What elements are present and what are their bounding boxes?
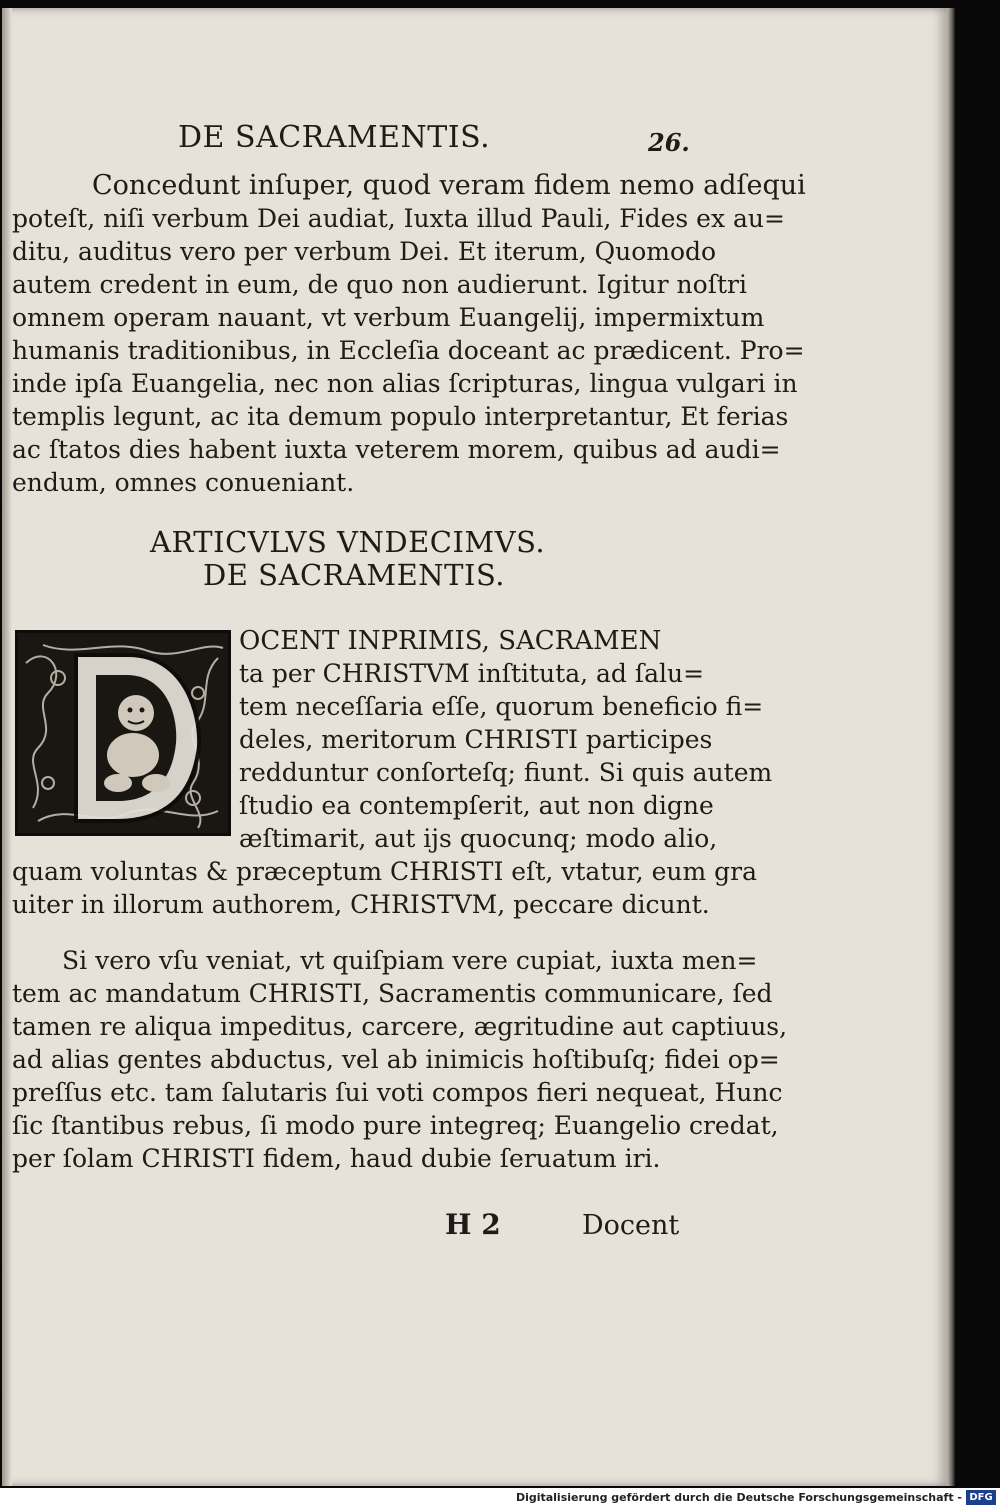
text-line: tem neceſſaria eſſe, quorum beneficio fi=	[239, 692, 764, 721]
running-head: DE SACRAMENTIS.	[178, 120, 491, 155]
text-line: poteſt, niſi verbum Dei audiat, Iuxta illud Pauli, Fides ex au=	[12, 204, 785, 233]
text-line: Si vero vſu veniat, vt quiſpiam vere cupiat, iuxta men=	[62, 946, 758, 975]
text-line: preſſus etc. tam ſalutaris ſui voti compos fieri nequeat, Hunc	[12, 1078, 783, 1107]
article-heading: ARTICVLVS VNDECIMVS.	[150, 525, 546, 559]
text-line: autem credent in eum, de quo non audierunt. Igitur noſtri	[12, 270, 747, 299]
text-line: OCENT INPRIMIS, SACRAMEN	[239, 626, 662, 656]
catchword: Docent	[582, 1210, 680, 1241]
text-line: tem ac mandatum CHRISTI, Sacramentis communicare, ſed	[12, 979, 773, 1008]
text-line: tamen re aliqua impeditus, carcere, ægritudine aut captiuus,	[12, 1012, 788, 1041]
page-edge	[947, 8, 955, 1486]
dfg-logo: DFG	[966, 1490, 996, 1505]
text-line: æſtimarit, aut ijs quocunq; modo alio,	[239, 824, 718, 853]
page-number: 26.	[648, 128, 690, 157]
text-line: ta per CHRISTVM inſtituta, ad ſalu=	[239, 659, 705, 688]
text-line: omnem operam nauant, vt verbum Euangelij, impermixtum	[12, 303, 765, 332]
text-line: endum, omnes conueniant.	[12, 468, 355, 497]
text-line: redduntur conſorteſq; fiunt. Si quis autem	[239, 758, 773, 787]
ornament-illustration	[18, 633, 228, 833]
text-line: ſtudio ea contempſerit, aut non digne	[239, 791, 714, 820]
text-line: deles, meritorum CHRISTI participes	[239, 725, 713, 754]
text-line: ditu, auditus vero per verbum Dei. Et iterum, Quomodo	[12, 237, 717, 266]
text-line: quam voluntas & præceptum CHRISTI eſt, vtatur, eum gra	[12, 857, 757, 886]
funding-credit: Digitalisierung gefördert durch die Deutsche Forschungsgemeinschaft -	[515, 1491, 962, 1504]
text-line: ad alias gentes abductus, vel ab inimicis hoſtibuſq; fidei op=	[12, 1045, 780, 1074]
article-subheading: DE SACRAMENTIS.	[203, 558, 506, 592]
decorated-initial	[15, 630, 231, 836]
text-line: Concedunt inſuper, quod veram fidem nemo adſequi	[92, 170, 806, 201]
page-gutter-shadow	[2, 8, 12, 1486]
text-line: templis legunt, ac ita demum populo interpretantur, Et ferias	[12, 402, 789, 431]
text-line: uiter in illorum authorem, CHRISTVM, peccare dicunt.	[12, 890, 710, 919]
signature-mark: H 2	[445, 1208, 501, 1241]
text-line: humanis traditionibus, in Eccleſia doceant ac prædicent. Pro=	[12, 336, 805, 365]
text-line: per ſolam CHRISTI fidem, haud dubie ſeruatum iri.	[12, 1144, 661, 1173]
text-line: ac ſtatos dies habent iuxta veterem morem, quibus ad audi=	[12, 435, 781, 464]
text-line: ſic ſtantibus rebus, ſi modo pure integreq; Euangelio credat,	[12, 1111, 779, 1140]
text-line: inde ipſa Euangelia, nec non alias ſcripturas, lingua vulgari in	[12, 369, 798, 398]
